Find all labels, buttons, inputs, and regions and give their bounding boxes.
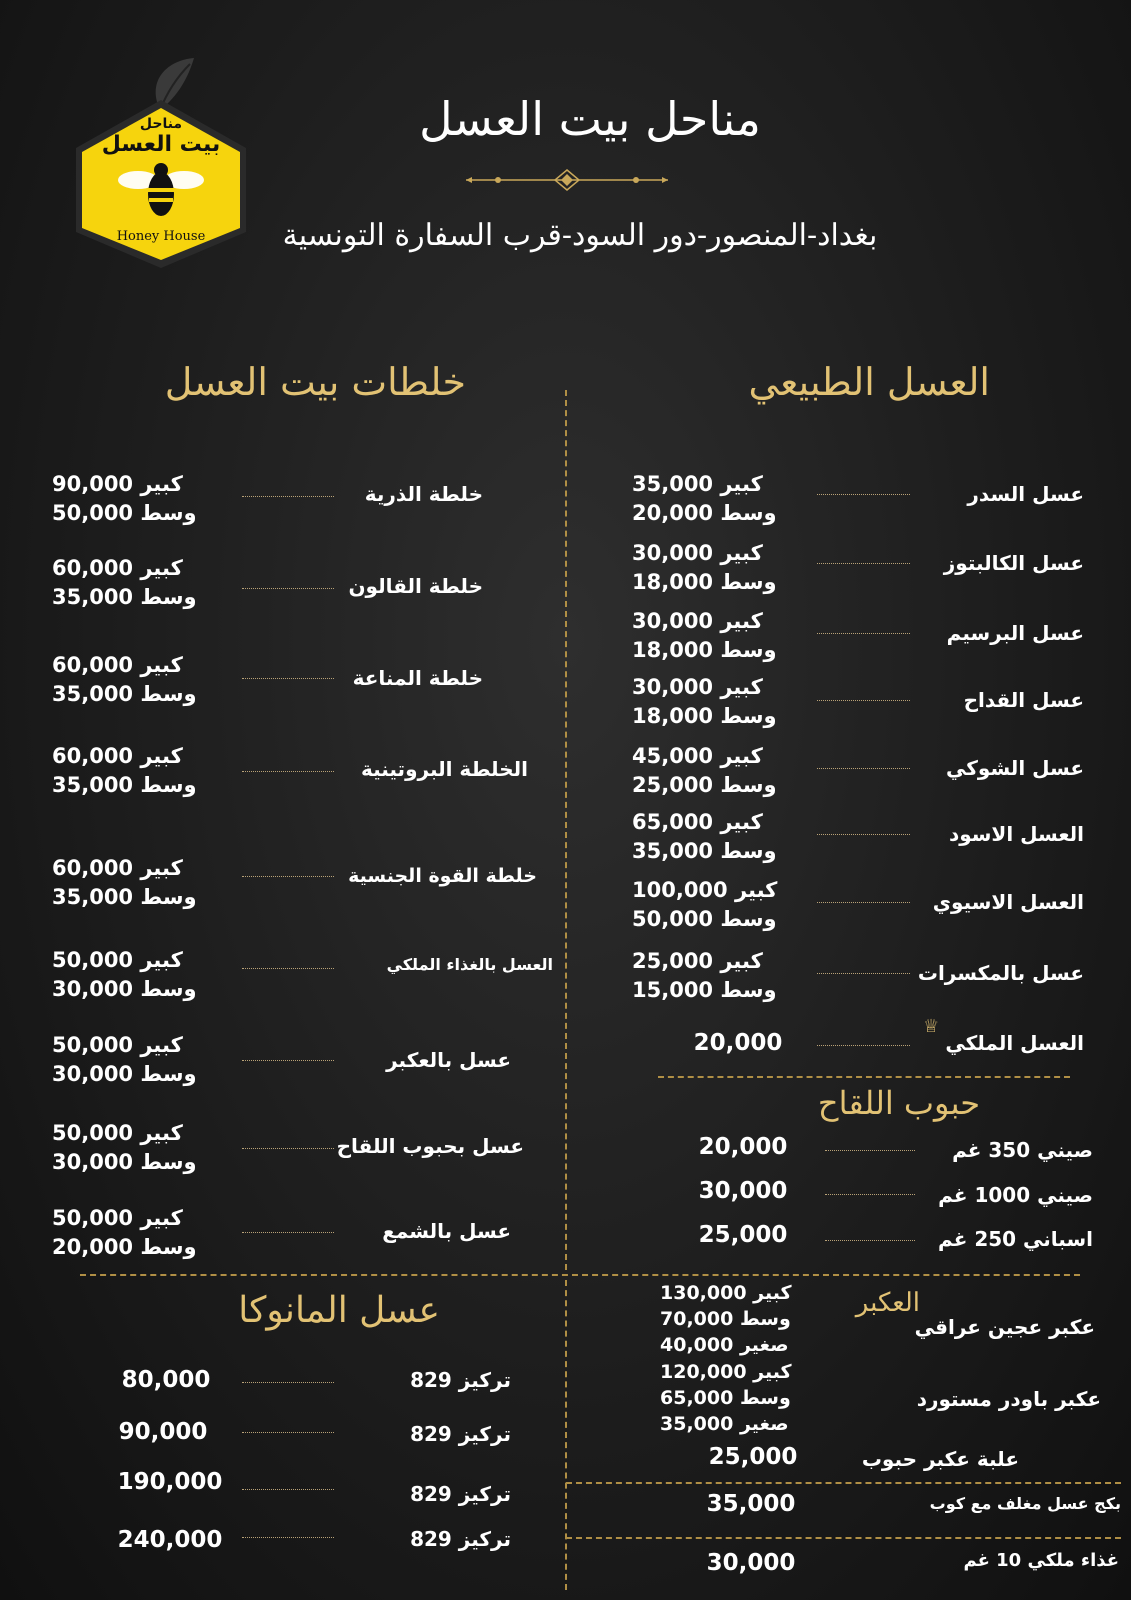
menu-item-price: 35,000 xyxy=(706,1491,796,1517)
ornament-divider xyxy=(462,168,672,192)
dot-leader xyxy=(242,678,334,679)
logo-name-top: مناحل xyxy=(139,116,183,132)
divider-bottom-sections xyxy=(80,1274,1080,1276)
menu-item-name: تركيز 829 xyxy=(410,1527,511,1551)
dot-leader xyxy=(817,1045,910,1046)
menu-item-price: 90,000 xyxy=(118,1419,208,1445)
dot-leader xyxy=(817,768,910,769)
dot-leader xyxy=(242,496,334,497)
menu-item-name: خلطة القوة الجنسية xyxy=(348,865,537,887)
menu-item-name: غذاء ملكي 10 غم xyxy=(963,1550,1119,1571)
dot-leader xyxy=(817,633,910,634)
menu-item-price: 30,000 xyxy=(706,1550,796,1576)
section-title-pollen: حبوب اللقاح xyxy=(817,1084,980,1122)
menu-item-name: عسل بالمكسرات xyxy=(917,961,1084,985)
divider-extras-1 xyxy=(566,1482,1121,1484)
menu-item-name: تركيز 829 xyxy=(410,1422,511,1446)
menu-item-prices: كبير 50,000 وسط 30,000 xyxy=(52,948,197,1001)
dot-leader xyxy=(242,968,334,969)
menu-item-name: عسل بالشمع xyxy=(382,1219,511,1243)
menu-item-prices: كبير 120,000 وسط 65,000 صغير 35,000 xyxy=(660,1361,792,1435)
menu-item-name: خلطة المناعة xyxy=(352,666,483,690)
menu-item-prices: كبير 100,000 وسط 50,000 xyxy=(632,878,778,931)
dot-leader xyxy=(242,876,334,877)
page-title: مناحل بيت العسل xyxy=(419,92,761,146)
dot-leader xyxy=(825,1240,915,1241)
dot-leader xyxy=(817,700,910,701)
menu-item-name: العسل بالغذاء الملكي xyxy=(386,955,553,974)
crown-icon: ♕ xyxy=(923,1016,940,1037)
menu-item-name: اسباني 250 غم xyxy=(938,1227,1093,1251)
menu-item-name: عسل الكالبتوز xyxy=(943,551,1084,575)
menu-item-price: 80,000 xyxy=(121,1367,211,1393)
menu-item-name: عسل بالعكبر xyxy=(386,1048,511,1072)
menu-item-name: علبة عكبر حبوب xyxy=(861,1447,1019,1471)
dot-leader xyxy=(817,973,910,974)
dot-leader xyxy=(242,1232,334,1233)
menu-item-prices: كبير 35,000 وسط 20,000 xyxy=(632,472,777,525)
column-divider xyxy=(565,390,567,1270)
column-divider-bottom xyxy=(565,1280,567,1590)
dot-leader xyxy=(242,588,334,589)
menu-item-price: 20,000 xyxy=(698,1134,788,1160)
menu-item-prices: كبير 90,000 وسط 50,000 xyxy=(52,472,197,525)
menu-item-prices: كبير 60,000 وسط 35,000 xyxy=(52,744,197,797)
menu-item-name: عكبر باودر مستورد xyxy=(916,1387,1101,1411)
menu-item-prices: كبير 50,000 وسط 20,000 xyxy=(52,1206,197,1259)
menu-item-prices: كبير 30,000 وسط 18,000 xyxy=(632,675,777,728)
menu-item-name: تركيز 829 xyxy=(410,1482,511,1506)
menu-item-name: عسل القداح xyxy=(963,688,1084,712)
menu-item-name: خلطة القالون xyxy=(348,574,483,598)
menu-item-prices: كبير 50,000 وسط 30,000 xyxy=(52,1033,197,1086)
menu-item-price: 25,000 xyxy=(698,1222,788,1248)
menu-item-price: 30,000 xyxy=(698,1178,788,1204)
dot-leader xyxy=(817,834,910,835)
logo-name-en: Honey House xyxy=(116,229,206,244)
menu-item-price: 240,000 xyxy=(117,1527,223,1553)
divider-extras-2 xyxy=(566,1537,1121,1539)
menu-item-prices: كبير 25,000 وسط 15,000 xyxy=(632,949,777,1002)
menu-item-name: العسل الاسيوي xyxy=(932,890,1084,914)
dot-leader xyxy=(242,1060,334,1061)
menu-item-prices: كبير 65,000 وسط 35,000 xyxy=(632,810,777,863)
menu-item-name: صيني 350 غم xyxy=(952,1138,1093,1162)
dot-leader xyxy=(825,1150,915,1151)
menu-item-name: عكبر عجين عراقي xyxy=(914,1315,1095,1339)
dot-leader xyxy=(242,771,334,772)
menu-item-prices: كبير 60,000 وسط 35,000 xyxy=(52,856,197,909)
dot-leader xyxy=(817,494,910,495)
dot-leader xyxy=(817,902,910,903)
section-title-manuka: عسل المانوكا xyxy=(238,1290,440,1331)
section-title-natural-honey: العسل الطبيعي xyxy=(748,360,990,404)
menu-item-prices: كبير 130,000 وسط 70,000 صغير 40,000 xyxy=(660,1282,792,1356)
section-title-propolis: العكبر xyxy=(855,1288,920,1318)
menu-item-name: خلطة الذرية xyxy=(364,482,483,506)
dot-leader xyxy=(242,1432,334,1433)
dot-leader xyxy=(825,1194,915,1195)
menu-item-name: بكج عسل مغلف مع كوب xyxy=(929,1494,1121,1513)
menu-item-name: الخلطة البروتينية xyxy=(360,757,528,781)
menu-item-name: العسل الملكي xyxy=(945,1031,1084,1055)
menu-item-name: صيني 1000 غم xyxy=(938,1183,1093,1207)
menu-item-prices: كبير 30,000 وسط 18,000 xyxy=(632,541,777,594)
divider-pollen xyxy=(658,1076,1070,1078)
menu-item-name: تركيز 829 xyxy=(410,1368,511,1392)
menu-item-name: عسل السدر xyxy=(967,482,1084,506)
menu-item-prices: كبير 30,000 وسط 18,000 xyxy=(632,609,777,662)
menu-item-price: 20,000 xyxy=(693,1030,783,1056)
menu-item-prices: كبير 60,000 وسط 35,000 xyxy=(52,556,197,609)
menu-item-name: عسل الشوكي xyxy=(946,756,1084,780)
menu-item-prices: كبير 60,000 وسط 35,000 xyxy=(52,653,197,706)
dot-leader xyxy=(242,1537,334,1538)
dot-leader xyxy=(817,563,910,564)
dot-leader xyxy=(242,1148,334,1149)
menu-item-name: عسل بحبوب اللقاح xyxy=(336,1134,524,1158)
dot-leader xyxy=(242,1382,334,1383)
section-title-blends: خلطات بيت العسل xyxy=(164,360,466,404)
logo xyxy=(68,52,254,270)
menu-item-name: العسل الاسود xyxy=(948,822,1084,846)
menu-item-price: 25,000 xyxy=(708,1444,798,1470)
menu-item-prices: كبير 45,000 وسط 25,000 xyxy=(632,744,777,797)
menu-item-prices: كبير 50,000 وسط 30,000 xyxy=(52,1121,197,1174)
menu-item-name: عسل البرسيم xyxy=(946,621,1084,645)
address: بغداد-المنصور-دور السود-قرب السفارة التونسية xyxy=(282,218,878,253)
logo-name-main: بيت العسل xyxy=(101,132,221,157)
menu-item-price: 190,000 xyxy=(117,1469,223,1495)
dot-leader xyxy=(242,1489,334,1490)
